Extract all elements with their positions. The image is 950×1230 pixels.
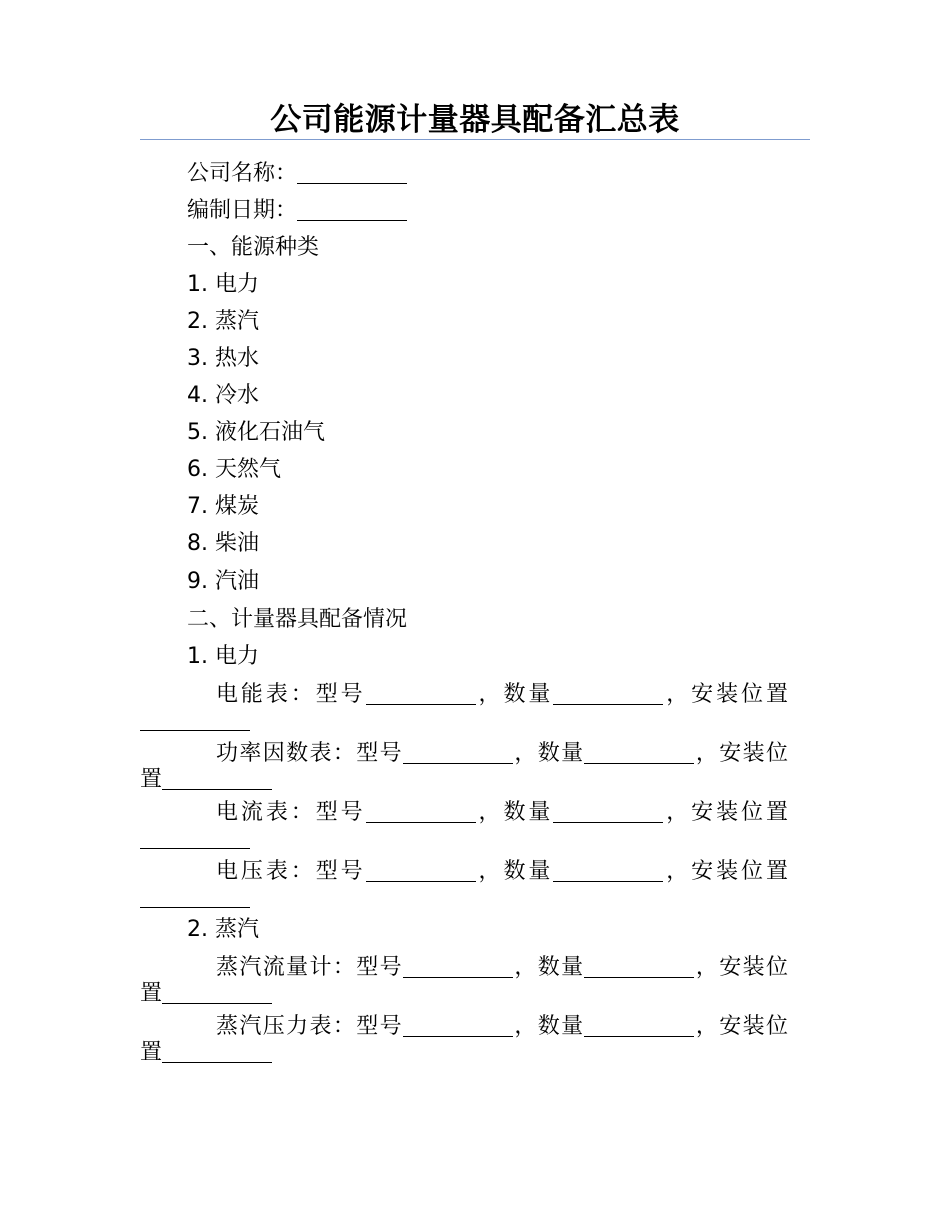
energy-type-item: 9. 汽油 xyxy=(187,569,259,594)
instrument-entry xyxy=(140,741,788,793)
location-label: ，安装位置 xyxy=(140,741,788,792)
quantity-label: ，数量 xyxy=(512,1014,585,1039)
model-label: ：型号 xyxy=(290,800,366,825)
date-label: 编制日期： xyxy=(187,198,298,223)
location-label: ，安装位置 xyxy=(663,859,788,884)
location-label: ，安装位置 xyxy=(140,955,788,1006)
instrument-entry xyxy=(140,859,788,911)
instrument-entry xyxy=(140,682,788,734)
energy-type-item: 5. 液化石油气 xyxy=(187,420,325,445)
energy-type-item: 8. 柴油 xyxy=(187,531,259,556)
energy-type-item: 2. 蒸汽 xyxy=(187,309,259,334)
model-blank xyxy=(366,821,476,823)
location-blank xyxy=(140,847,250,849)
model-blank xyxy=(403,976,513,978)
model-label: ：型号 xyxy=(332,955,403,980)
section2-heading: 二、计量器具配备情况 xyxy=(187,607,408,632)
quantity-label: ，数量 xyxy=(475,800,554,825)
instrument-name: 电能表 xyxy=(216,682,291,707)
instrument-name: 蒸汽压力表 xyxy=(216,1014,333,1039)
model-label: ：型号 xyxy=(332,741,403,766)
location-blank xyxy=(140,906,250,908)
quantity-label: ，数量 xyxy=(475,682,554,707)
quantity-label: ，数量 xyxy=(475,859,554,884)
model-blank xyxy=(403,1035,513,1037)
group-heading-steam: 2. 蒸汽 xyxy=(187,917,259,942)
instrument-name: 电压表 xyxy=(216,859,291,884)
quantity-blank xyxy=(553,880,663,882)
date-blank xyxy=(297,219,407,221)
location-blank xyxy=(162,1061,272,1063)
group-heading-electricity: 1. 电力 xyxy=(187,644,259,669)
model-label: ：型号 xyxy=(290,859,366,884)
title-underline xyxy=(140,139,810,140)
model-label: ：型号 xyxy=(332,1014,403,1039)
date-line xyxy=(187,195,407,227)
location-label: ，安装位置 xyxy=(663,800,788,825)
location-label: ，安装位置 xyxy=(663,682,788,707)
energy-type-item: 4. 冷水 xyxy=(187,383,259,408)
page-title: 公司能源计量器具配备汇总表 xyxy=(270,102,680,138)
energy-type-item: 3. 热水 xyxy=(187,346,259,371)
energy-type-item: 1. 电力 xyxy=(187,272,259,297)
instrument-name: 电流表 xyxy=(216,800,291,825)
quantity-blank xyxy=(553,703,663,705)
section1-heading: 一、能源种类 xyxy=(187,235,320,260)
company-name-line xyxy=(187,158,407,190)
model-blank xyxy=(366,880,476,882)
quantity-blank xyxy=(584,762,694,764)
energy-type-item: 6. 天然气 xyxy=(187,457,281,482)
energy-type-item: 7. 煤炭 xyxy=(187,494,259,519)
model-blank xyxy=(366,703,476,705)
model-label: ：型号 xyxy=(290,682,366,707)
company-name-blank xyxy=(297,182,407,184)
instrument-entry xyxy=(140,800,788,852)
instrument-name: 功率因数表 xyxy=(216,741,333,766)
location-blank xyxy=(162,788,272,790)
instrument-name: 蒸汽流量计 xyxy=(216,955,333,980)
quantity-label: ，数量 xyxy=(512,955,585,980)
instrument-entry xyxy=(140,1014,788,1066)
quantity-blank xyxy=(584,1035,694,1037)
location-label: ，安装位置 xyxy=(140,1014,788,1065)
company-name-label: 公司名称： xyxy=(187,161,298,186)
location-blank xyxy=(162,1002,272,1004)
quantity-label: ，数量 xyxy=(512,741,585,766)
location-blank xyxy=(140,729,250,731)
instrument-entry xyxy=(140,955,788,1007)
quantity-blank xyxy=(584,976,694,978)
model-blank xyxy=(403,762,513,764)
quantity-blank xyxy=(553,821,663,823)
